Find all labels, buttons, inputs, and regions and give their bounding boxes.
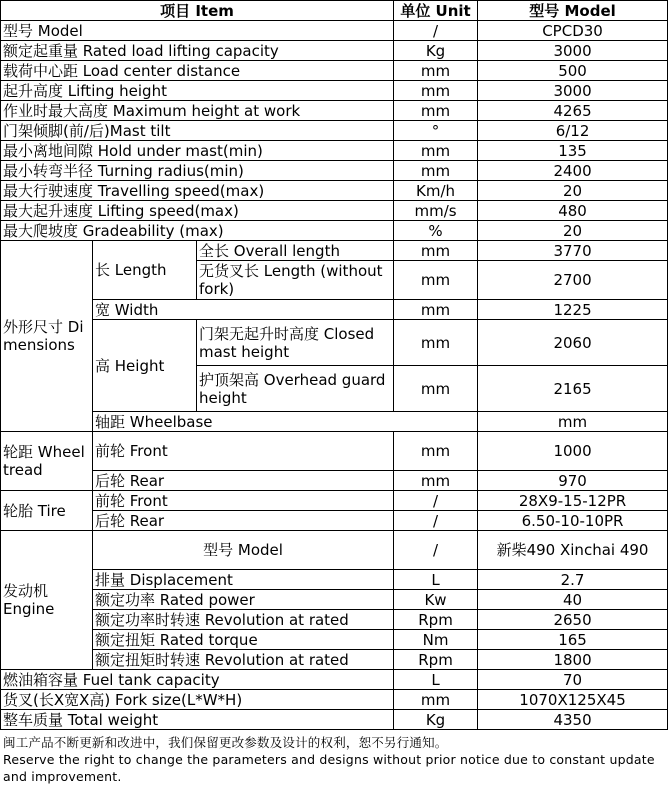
- row-label: 型号 Model: [93, 531, 394, 570]
- row-value: 2.7: [478, 570, 668, 590]
- table-row: [1, 21, 668, 41]
- row-unit: /: [394, 531, 478, 570]
- table-row: [1, 531, 668, 570]
- row-value: 3000: [478, 41, 668, 61]
- row-label: 前轮 Front: [93, 432, 394, 471]
- row-unit: mm/s: [394, 201, 478, 221]
- footnote: [3, 734, 667, 785]
- footnote-cn: 闽工产品不断更新和改进中，我们保留更改参数及设计的权利，恕不另行通知。: [3, 735, 448, 750]
- row-unit: °: [394, 121, 478, 141]
- row-label: 作业时最大高度 Maximum height at work: [1, 101, 394, 121]
- row-value: 20: [478, 181, 668, 201]
- row-value: 4265: [478, 101, 668, 121]
- table-row: [1, 471, 668, 491]
- row-value: 2650: [478, 610, 668, 630]
- header-model: 型号 Model: [478, 1, 668, 21]
- row-unit: mm: [394, 241, 478, 261]
- row-label: 货叉(长X宽X高) Fork size(L*W*H): [1, 690, 394, 710]
- row-value: 70: [478, 670, 668, 690]
- dimensions-group-label: 外形尺寸 Dimensions: [1, 241, 93, 432]
- table-row: [1, 121, 668, 141]
- row-label: 载荷中心距 Load center distance: [1, 61, 394, 81]
- table-row: [1, 41, 668, 61]
- row-value: 480: [478, 201, 668, 221]
- row-unit: mm: [394, 161, 478, 181]
- row-value: CPCD30: [478, 21, 668, 41]
- row-label: 最大行驶速度 Travelling speed(max): [1, 181, 394, 201]
- row-unit: L: [394, 670, 478, 690]
- table-row: [1, 241, 668, 261]
- row-label: 门架无起升时高度 Closed mast height: [197, 320, 394, 366]
- table-row: [1, 650, 668, 670]
- table-row: [1, 81, 668, 101]
- row-value: 6/12: [478, 121, 668, 141]
- row-unit: /: [394, 491, 478, 511]
- row-unit: mm: [394, 261, 478, 300]
- row-unit: %: [394, 221, 478, 241]
- row-unit: L: [394, 570, 478, 590]
- row-value: 1070X125X45: [478, 690, 668, 710]
- row-label: 起升高度 Lifting height: [1, 81, 394, 101]
- row-label: 额定扭矩时转速 Revolution at rated: [93, 650, 394, 670]
- row-value: 2700: [478, 261, 668, 300]
- row-value: 4350: [478, 710, 668, 730]
- row-unit: Rpm: [394, 610, 478, 630]
- row-label: 额定起重量 Rated load lifting capacity: [1, 41, 394, 61]
- row-unit: mm: [394, 690, 478, 710]
- row-value: 1000: [478, 432, 668, 471]
- row-label: 轴距 Wheelbase: [93, 412, 478, 432]
- table-row: [1, 491, 668, 511]
- row-value: 28X9-15-12PR: [478, 491, 668, 511]
- row-label: 宽 Width: [93, 300, 394, 320]
- row-label: 门架倾脚(前/后)Mast tilt: [1, 121, 394, 141]
- table-row: [1, 412, 668, 432]
- row-unit: mm: [394, 366, 478, 412]
- row-unit: Kw: [394, 590, 478, 610]
- row-label: 型号 Model: [1, 21, 394, 41]
- row-unit: Nm: [394, 630, 478, 650]
- row-unit: mm: [394, 81, 478, 101]
- row-value: 新柴490 Xinchai 490: [478, 531, 668, 570]
- row-value: 2060: [478, 320, 668, 366]
- row-value: 3770: [478, 241, 668, 261]
- table-row: [1, 300, 668, 320]
- row-value: 165: [478, 630, 668, 650]
- row-value: 970: [478, 471, 668, 491]
- row-unit: mm: [478, 412, 668, 432]
- row-label: 前轮 Front: [93, 491, 394, 511]
- row-label: 额定功率时转速 Revolution at rated: [93, 610, 394, 630]
- row-label: 全长 Overall length: [197, 241, 394, 261]
- table-row: [1, 161, 668, 181]
- row-label: 最小转弯半径 Turning radius(min): [1, 161, 394, 181]
- table-row: [1, 201, 668, 221]
- table-row: [1, 181, 668, 201]
- engine-group-label: 发动机 Engine: [1, 531, 93, 670]
- row-unit: mm: [394, 141, 478, 161]
- row-value: 500: [478, 61, 668, 81]
- row-unit: /: [394, 511, 478, 531]
- table-row: [1, 610, 668, 630]
- row-label: 后轮 Rear: [93, 511, 394, 531]
- tread-group-label: 轮距 Wheel tread: [1, 432, 93, 491]
- table-row: [1, 101, 668, 121]
- row-label: 额定功率 Rated power: [93, 590, 394, 610]
- row-unit: mm: [394, 300, 478, 320]
- row-label: 整车质量 Total weight: [1, 710, 394, 730]
- height-subgroup-label: 高 Height: [93, 320, 197, 412]
- row-label: 后轮 Rear: [93, 471, 394, 491]
- table-row: [1, 690, 668, 710]
- table-row: [1, 630, 668, 650]
- header-unit: 单位 Unit: [394, 1, 478, 21]
- row-label: 最大起升速度 Lifting speed(max): [1, 201, 394, 221]
- row-unit: Km/h: [394, 181, 478, 201]
- row-value: 1800: [478, 650, 668, 670]
- row-value: 2400: [478, 161, 668, 181]
- tire-group-label: 轮胎 Tire: [1, 491, 93, 531]
- row-unit: mm: [394, 101, 478, 121]
- table-row: [1, 710, 668, 730]
- table-row: [1, 511, 668, 531]
- row-label: 排量 Displacement: [93, 570, 394, 590]
- row-unit: /: [394, 21, 478, 41]
- table-row: [1, 221, 668, 241]
- table-row: [1, 570, 668, 590]
- row-value: 40: [478, 590, 668, 610]
- row-unit: Kg: [394, 41, 478, 61]
- header-item: 项目 Item: [1, 1, 394, 21]
- table-row: [1, 61, 668, 81]
- row-value: 2165: [478, 366, 668, 412]
- table-row: [1, 670, 668, 690]
- footnote-en: Reserve the right to change the parameters and designs without prior notice due to constant update and improvement.: [3, 752, 655, 784]
- table-row: [1, 432, 668, 471]
- table-row: [1, 141, 668, 161]
- row-unit: mm: [394, 320, 478, 366]
- row-label: 护顶架高 Overhead guard height: [197, 366, 394, 412]
- row-unit: mm: [394, 61, 478, 81]
- row-label: 无货叉长 Length (without fork): [197, 261, 394, 300]
- row-value: 3000: [478, 81, 668, 101]
- table-row: [1, 320, 668, 366]
- table-row: [1, 590, 668, 610]
- row-unit: mm: [394, 432, 478, 471]
- row-unit: mm: [394, 471, 478, 491]
- row-value: 1225: [478, 300, 668, 320]
- row-label: 最小离地间隙 Hold under mast(min): [1, 141, 394, 161]
- row-value: 20: [478, 221, 668, 241]
- row-unit: Kg: [394, 710, 478, 730]
- row-label: 燃油箱容量 Fuel tank capacity: [1, 670, 394, 690]
- length-subgroup-label: 长 Length: [93, 241, 197, 300]
- row-label: 最大爬坡度 Gradeability (max): [1, 221, 394, 241]
- header-row: [1, 1, 668, 21]
- row-unit: Rpm: [394, 650, 478, 670]
- row-value: 6.50-10-10PR: [478, 511, 668, 531]
- row-label: 额定扭矩 Rated torque: [93, 630, 394, 650]
- row-value: 135: [478, 141, 668, 161]
